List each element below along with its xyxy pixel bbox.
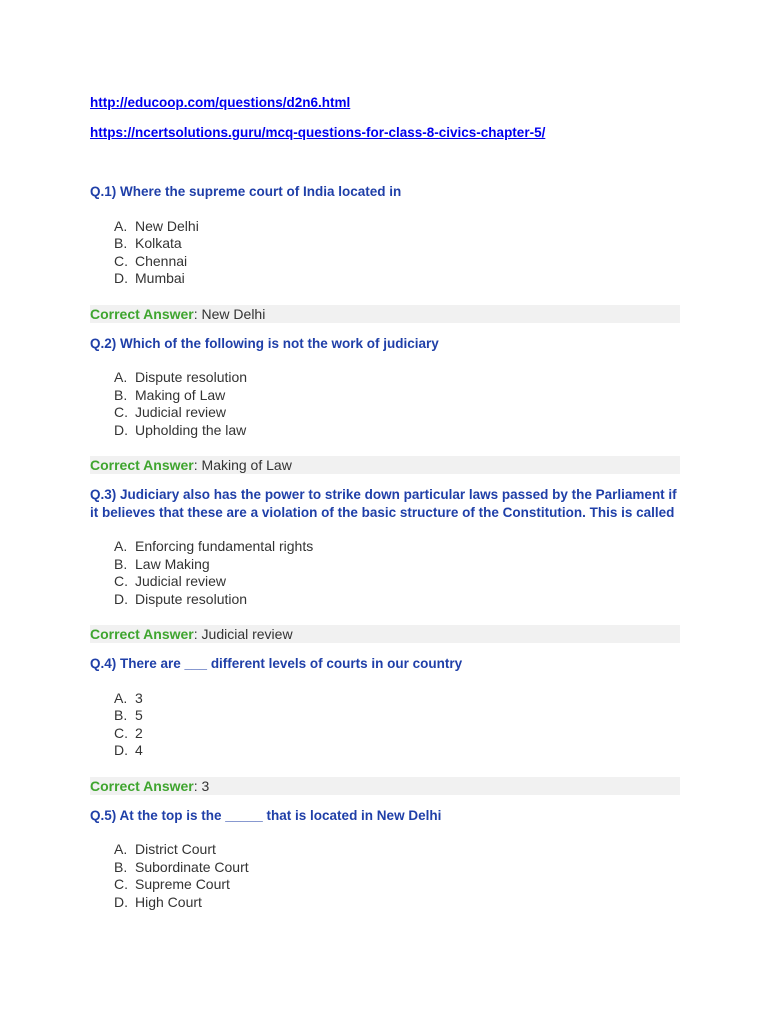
option-letter: A.: [114, 841, 128, 857]
options-list: [90, 538, 680, 608]
option-text: Law Making: [135, 555, 210, 572]
question-text: Q.1) Where the supreme court of India located in: [90, 184, 402, 199]
question-text: Q.4) There are ___ different levels of courts in our country: [90, 656, 463, 671]
correct-answer: [90, 456, 680, 474]
option-text: Chennai: [135, 252, 188, 269]
correct-answer-label: Correct Answer: [90, 457, 194, 473]
option-text: Kolkata: [135, 235, 182, 251]
source-link-educoop[interactable]: http://educoop.com/questions/d2n6.html: [90, 95, 351, 110]
option-item: [114, 876, 680, 894]
option-text: Mumbai: [135, 270, 185, 286]
option-letter: C.: [114, 404, 128, 420]
question-block-5: [90, 807, 680, 912]
question-text: Q.5) At the top is the _____ that is located in New Delhi: [90, 807, 442, 823]
option-item: [114, 369, 680, 387]
option-text: Dispute resolution: [135, 369, 248, 385]
option-letter: D.: [114, 742, 128, 758]
option-letter: D.: [114, 270, 128, 286]
correct-answer-value: : Judicial review: [193, 626, 293, 642]
option-item: [114, 707, 680, 725]
option-letter: A.: [114, 538, 128, 554]
question-text: Q.3) Judiciary also has the power to strike down particular laws passed by the Parliament if it believes that these are a violation of the basic structure of the Constitution. This is called: [90, 487, 677, 520]
correct-answer-label: Correct Answer: [90, 777, 194, 794]
option-letter: B.: [114, 386, 128, 403]
option-letter: B.: [114, 235, 128, 251]
option-text: Upholding the law: [135, 421, 247, 438]
option-item: [114, 404, 680, 422]
option-text: 2: [135, 724, 143, 741]
option-item: [114, 538, 680, 556]
option-text: High Court: [135, 893, 202, 910]
option-item: [114, 894, 680, 912]
options-list: [90, 841, 680, 911]
option-text: Dispute resolution: [135, 590, 248, 607]
option-item: [114, 556, 680, 574]
options-list: [90, 369, 680, 439]
option-item: [114, 742, 680, 760]
option-letter: D.: [114, 893, 128, 910]
option-letter: A.: [114, 369, 128, 385]
option-item: [114, 422, 680, 440]
correct-answer-label: Correct Answer: [90, 305, 194, 322]
correct-answer: [90, 625, 680, 643]
option-item: [114, 725, 680, 743]
option-text: 5: [135, 707, 143, 723]
option-text: New Delhi: [135, 217, 199, 234]
correct-answer-value: : New Delhi: [193, 305, 266, 322]
options-list: [90, 690, 680, 760]
option-letter: C.: [114, 252, 128, 269]
option-item: [114, 218, 680, 236]
option-letter: B.: [114, 858, 128, 875]
correct-answer-value: : 3: [193, 777, 210, 794]
option-text: 3: [135, 689, 143, 706]
option-item: [114, 841, 680, 859]
option-text: Making of Law: [135, 386, 226, 403]
option-text: Judicial review: [135, 404, 227, 420]
option-letter: C.: [114, 876, 128, 892]
option-item: [114, 387, 680, 405]
option-letter: D.: [114, 590, 128, 607]
correct-answer: [90, 305, 680, 323]
option-text: Supreme Court: [135, 876, 230, 892]
option-item: [114, 235, 680, 253]
option-item: [114, 591, 680, 609]
option-letter: D.: [114, 421, 128, 438]
option-item: [114, 253, 680, 271]
option-text: District Court: [135, 841, 216, 857]
source-links: [90, 94, 680, 142]
option-letter: B.: [114, 555, 128, 572]
question-block-4: [90, 655, 680, 795]
document-page: [90, 94, 680, 911]
option-item: [114, 690, 680, 708]
options-list: [90, 218, 680, 288]
source-link-ncertsolutions[interactable]: https://ncertsolutions.guru/mcq-questions-for-class-8-civics-chapter-5/: [90, 125, 546, 140]
option-text: Enforcing fundamental rights: [135, 538, 314, 554]
option-text: Judicial review: [135, 573, 227, 589]
option-text: Subordinate Court: [135, 858, 249, 875]
question-block-3: [90, 486, 680, 643]
question-block-2: [90, 335, 680, 475]
option-item: [114, 270, 680, 288]
question-text: Q.2) Which of the following is not the work of judiciary: [90, 335, 439, 351]
question-block-1: [90, 183, 680, 323]
option-letter: B.: [114, 707, 128, 723]
option-letter: A.: [114, 689, 128, 706]
correct-answer-value: : Making of Law: [193, 457, 292, 473]
option-letter: C.: [114, 724, 128, 741]
option-item: [114, 859, 680, 877]
option-letter: A.: [114, 217, 128, 234]
option-text: 4: [135, 742, 143, 758]
option-letter: C.: [114, 573, 128, 589]
correct-answer: [90, 777, 680, 795]
option-item: [114, 573, 680, 591]
correct-answer-label: Correct Answer: [90, 626, 194, 642]
